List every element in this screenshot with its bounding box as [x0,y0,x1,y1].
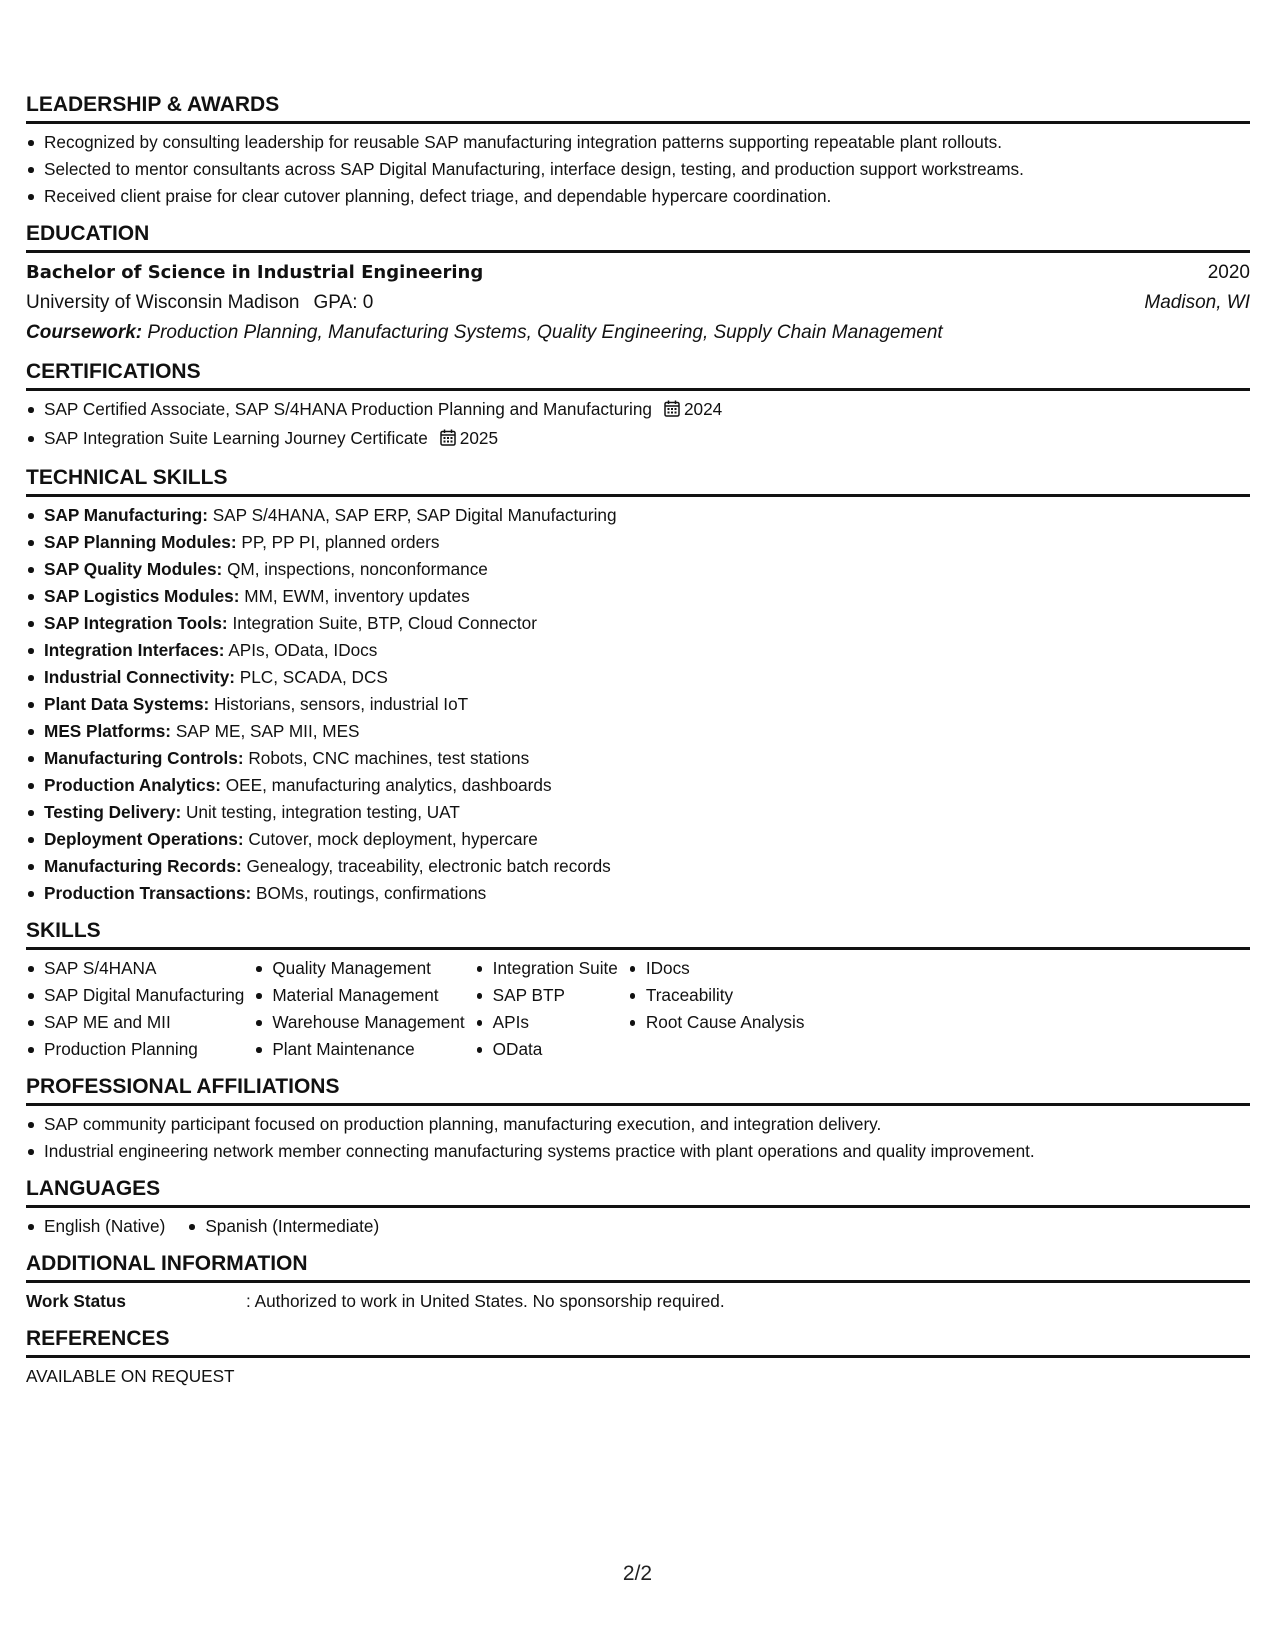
education-institution-row [26,288,1250,318]
degree: Bachelor of Science in Industrial Engineering [26,262,484,283]
calendar-icon [664,398,680,425]
list-item: IDocs [646,955,805,982]
list-item [44,556,1250,583]
technical-skills-section [26,465,1250,907]
certifications-list [26,396,1250,454]
language-item: English (Native) [44,1213,165,1240]
skill-label: Manufacturing Controls: [44,748,244,768]
list-item [44,637,1250,664]
work-status-label: Work Status [26,1291,126,1311]
skill-label: Production Analytics: [44,775,221,795]
work-status-value: : Authorized to work in United States. No sponsorship required. [246,1291,725,1311]
section-title-affiliations: PROFESSIONAL AFFILIATIONS [26,1074,1250,1106]
list-item: SAP community participant focused on production planning, manufacturing execution, and integration delivery. [44,1111,1250,1138]
skill-value: Unit testing, integration testing, UAT [186,802,460,822]
certification-name: SAP Certified Associate, SAP S/4HANA Production Planning and Manufacturing [44,399,652,419]
list-item [44,718,1250,745]
technical-skills-list [26,502,1250,907]
education-location: Madison, WI [1144,292,1250,313]
list-item: OData [493,1036,618,1063]
leadership-section [26,92,1250,210]
skills-column [475,955,618,1063]
skill-value: PLC, SCADA, DCS [239,667,388,687]
education-section [26,221,1250,348]
list-item [44,853,1250,880]
list-item [44,610,1250,637]
skill-label: Integration Interfaces: [44,640,225,660]
skill-value: Robots, CNC machines, test stations [248,748,530,768]
certification-year: 2025 [459,428,499,448]
list-item [44,664,1250,691]
list-item: Quality Management [272,955,464,982]
list-item [44,502,1250,529]
list-item: SAP BTP [493,982,618,1009]
list-item: Industrial engineering network member connecting manufacturing systems practice with plant operations and quality improvement. [44,1138,1250,1165]
coursework [26,318,1250,348]
skill-label: SAP Quality Modules: [44,559,223,579]
list-item: Integration Suite [493,955,618,982]
list-item [44,772,1250,799]
languages-row [26,1213,1250,1240]
list-item [44,691,1250,718]
skill-label: Industrial Connectivity: [44,667,235,687]
skill-label: SAP Planning Modules: [44,532,237,552]
affiliations-list [26,1111,1250,1165]
affiliations-section [26,1074,1250,1165]
skill-label: Deployment Operations: [44,829,244,849]
section-title-leadership: LEADERSHIP & AWARDS [26,92,1250,124]
list-item: Root Cause Analysis [646,1009,805,1036]
list-item: Warehouse Management [272,1009,464,1036]
languages-section [26,1176,1250,1240]
skill-label: Production Transactions: [44,883,252,903]
leadership-list [26,129,1250,210]
skill-label: Plant Data Systems: [44,694,210,714]
skills-section [26,918,1250,1063]
section-title-languages: LANGUAGES [26,1176,1250,1208]
skill-value: Genealogy, traceability, electronic batch records [246,856,611,876]
list-item [44,799,1250,826]
section-title-additional-info: ADDITIONAL INFORMATION [26,1251,1250,1283]
skill-value: PP, PP PI, planned orders [241,532,440,552]
resume-page [26,92,1250,1401]
skill-value: QM, inspections, nonconformance [227,559,488,579]
graduation-year: 2020 [1207,262,1250,283]
coursework-list: Production Planning, Manufacturing Systems, Quality Engineering, Supply Chain Management [147,322,943,343]
skill-label: MES Platforms: [44,721,172,741]
certification-name: SAP Integration Suite Learning Journey Certificate [44,428,428,448]
list-item: APIs [493,1009,618,1036]
certification-year: 2024 [683,399,723,419]
list-item [44,529,1250,556]
institution-line [26,288,373,318]
list-item [44,826,1250,853]
list-item [44,880,1250,907]
coursework-label: Coursework: [26,322,143,343]
list-item: Production Planning [44,1036,244,1063]
list-item [44,745,1250,772]
skill-label: Manufacturing Records: [44,856,242,876]
section-title-references: REFERENCES [26,1326,1250,1358]
skill-value: SAP S/4HANA, SAP ERP, SAP Digital Manufacturing [212,505,617,525]
skill-label: SAP Manufacturing: [44,505,208,525]
certification-item [44,396,1250,425]
list-item: Traceability [646,982,805,1009]
skill-label: SAP Integration Tools: [44,613,228,633]
references-text: AVAILABLE ON REQUEST [26,1366,235,1386]
skill-label: SAP Logistics Modules: [44,586,240,606]
education-degree-row [26,258,1250,288]
references-section [26,1326,1250,1390]
certifications-section [26,359,1250,454]
section-title-education: EDUCATION [26,221,1250,253]
skill-value: MM, EWM, inventory updates [244,586,470,606]
section-title-certifications: CERTIFICATIONS [26,359,1250,391]
list-item: Material Management [272,982,464,1009]
work-status-row [26,1288,1250,1315]
list-item: Plant Maintenance [272,1036,464,1063]
gpa: GPA: 0 [313,292,374,313]
institution: University of Wisconsin Madison [26,292,300,313]
skill-label: Testing Delivery: [44,802,182,822]
skill-value: Cutover, mock deployment, hypercare [248,829,538,849]
section-title-technical-skills: TECHNICAL SKILLS [26,465,1250,497]
skills-column [254,955,464,1063]
skills-column [26,955,244,1063]
skill-value: BOMs, routings, confirmations [256,883,487,903]
skill-value: OEE, manufacturing analytics, dashboards [225,775,552,795]
skill-value: Integration Suite, BTP, Cloud Connector [232,613,537,633]
additional-info-section [26,1251,1250,1315]
language-item: Spanish (Intermediate) [205,1213,379,1240]
list-item: Recognized by consulting leadership for reusable SAP manufacturing integration patterns supporting repeatable plant rollouts. [44,129,1250,156]
certification-item [44,425,1250,454]
list-item [44,583,1250,610]
section-title-skills: SKILLS [26,918,1250,950]
calendar-icon [440,427,456,454]
list-item: SAP S/4HANA [44,955,244,982]
skill-value: Historians, sensors, industrial IoT [214,694,469,714]
list-item: SAP Digital Manufacturing [44,982,244,1009]
skills-grid [26,955,1250,1063]
skill-value: SAP ME, SAP MII, MES [175,721,360,741]
skill-value: APIs, OData, IDocs [228,640,378,660]
skills-column [628,955,805,1063]
list-item: Selected to mentor consultants across SAP Digital Manufacturing, interface design, testing, and production support workstreams. [44,156,1250,183]
list-item: Received client praise for clear cutover planning, defect triage, and dependable hypercare coordination. [44,183,1250,210]
page-number: 2/2 [622,1562,653,1585]
list-item: SAP ME and MII [44,1009,244,1036]
